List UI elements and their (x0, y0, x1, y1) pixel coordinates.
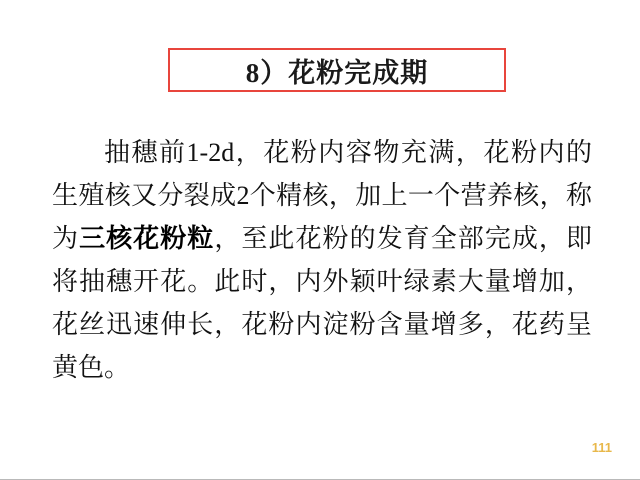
page-title: 8）花粉完成期 (245, 57, 429, 88)
body-text-part-one: 抽穗前1-2d，花粉内容物充满，花粉内的生殖核又分裂成2个精核，加上一个营养核，称为 (52, 138, 592, 253)
body-text-emphasis: 三核花粉粒 (79, 224, 215, 253)
slide-title-box (168, 48, 506, 92)
page-number: 111 (591, 440, 612, 455)
slide-body (52, 131, 592, 389)
body-paragraph (52, 131, 592, 389)
body-text-part-two: ，至此花粉的发育全部完成，即将抽穗开花。此时，内外颖叶绿素大量增加，花丝迅速伸长，花粉内淀粉含量增多，花药呈黄色。 (52, 224, 592, 382)
